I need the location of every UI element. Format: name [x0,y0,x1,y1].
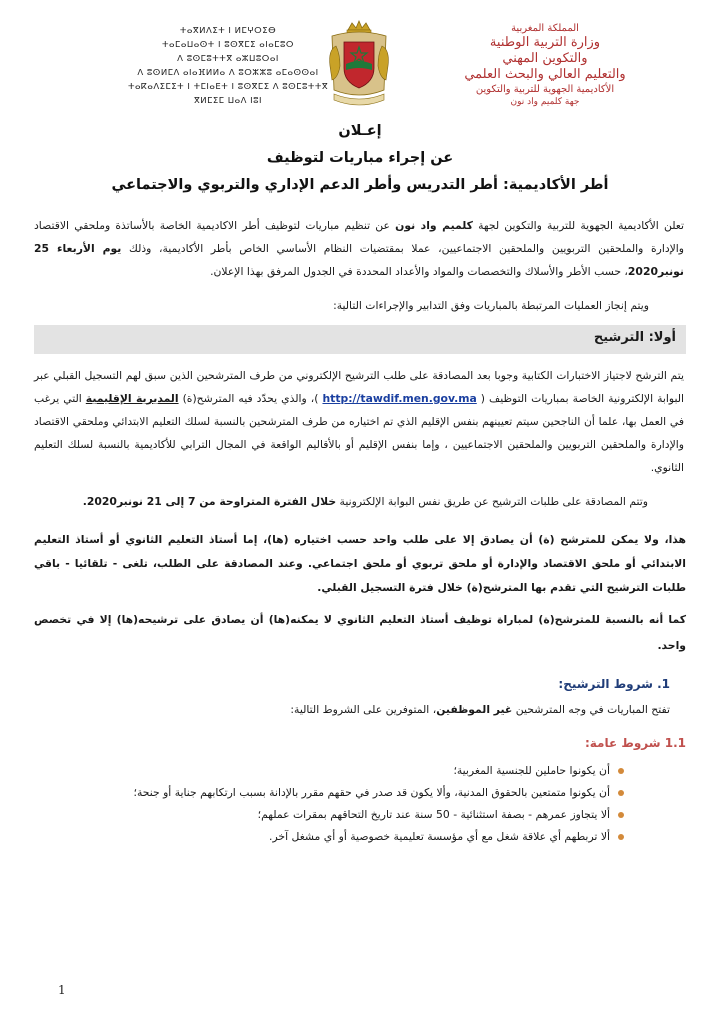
bullet-icon [618,768,624,774]
intro-text: تعلن الأكاديمية الجهوية للتربية والتكوين لجهة [472,219,684,232]
arabic-header-line: وزارة التربية الوطنية [489,35,601,50]
announcement-titles [60,118,660,199]
list-item [100,760,620,782]
paragraph-text: )، والذي يحدّد فيه المترشح(ة) [178,392,323,405]
list-item-text: ألا يتجاوز عمرهم - بصفة استثنائية - 50 سنة عند تاريخ التحاقهم بمقرات عملهم؛ [257,808,610,821]
intro-procedures-line: ويتم إنجاز العمليات المرتبطة بالمباريات وفق التدابير والإجراءات التالية: [333,299,649,312]
arabic-header [420,22,670,108]
list-item-text: أن يكونوا متمتعين بالحقوق المدنية، وألا يكون قد صدر في حقهم مقرر بالإدانة بسبب ارتكابهم جناية أو جنحة؛ [133,786,610,799]
title-line-2: عن إجراء مباريات لتوظيف [266,150,454,166]
conditions-heading: 1. شروط الترشيح: [558,677,670,691]
validation-period-paragraph [34,490,648,513]
intro-text: ، حسب الأطر والأسلاك والتخصصات والمواد والأعداد المحددة في الجدول المرفق بهذا الإعلان. [210,265,628,278]
general-conditions-heading: 1.1 شروط عامة: [584,736,686,750]
bullet-icon [618,834,624,840]
tifinagh-line: ⵜⴰⴳⵍⴷⵉⵜ ⵏ ⵍⵎⵖⵔⵉⴱ [179,26,277,36]
section-title: أولا: الترشيح [593,330,676,345]
paragraph-text: تفتح المباريات في وجه المترشحين [512,703,670,716]
region-name: كلميم واد نون [395,219,473,232]
list-item [100,826,620,848]
arabic-header-line: جهة كلميم واد نون [510,97,580,107]
paragraph-text: وتتم المصادقة على طلبات الترشيح عن طريق نفس البوابة الإلكترونية [336,495,648,508]
tifinagh-line: ⵜⴰⴽⴰⴷⵉⵎⵉⵜ ⵏ ⵜⵎⵏⴰⴹⵜ ⵏ ⵓⵙⴳⵎⵉ ⴷ ⵓⵙⵎⵓⵜⵜⴳ [128,82,329,92]
arabic-header-line: الأكاديمية الجهوية للتربية والتكوين [475,84,615,95]
paragraph-text: يتم الترشح لاجتياز الاختبارات الكتابية وجوبا بعد المصادقة على طلب الترشيح الإلكتروني من طرف المترشحين الذين سبق لهم التسجيل القبلي عبر البوابة الإلكترونية الخاصة بمباريات التوظيف ( [34,369,685,405]
paragraph-text: التي يرغب في العمل بها، علما أن الناجحين سيتم تعيينهم بنفس الإقليم الذي تم اختياره من طرف المترشحين بالنسبة لسلك التعليم الابتدائي وملحقي الاقتصاد والإدارة والملحقين التربويين والملحقين الاجتماعيين ، وإما بنفس الإقليم أو بالأقاليم الواقعة في المجال الترابي للأكاديمية بالنسبة لسلك التعليم الثانوي. [34,392,684,474]
general-conditions-list [100,760,620,848]
page-number: 1 [58,983,66,997]
intro-text: عن تنظيم مباريات لتوظيف أطر الاكاديمية الخاصة بالأساتذة وملحقي الاقتصاد والإدارة والملحقين التربويين والملحقين الاجتماعيين، عملا بمقتضيات النظام الأساسي الخاص بأطر الأكاديمية، وذلك [34,219,684,255]
section-heading-bar [34,325,686,354]
provincial-directorate-text: المديرية الإقليمية [85,392,179,405]
list-item-text: ألا تربطهم أي علاقة شغل مع أي مؤسسة تعليمية خصوصية أو أي مشغل آخر. [269,830,610,843]
non-employees-text: غير الموظفين [436,703,513,716]
secondary-specialty-paragraph: كما أنه بالنسبة للمترشح(ة) لمباراة توظيف أستاذ التعليم الثانوي لا يمكنه(ها) أن يصادق على ترشيحه(ها) إلا في تخصص واحد. [34,613,686,652]
arabic-header-line: المملكة المغربية [511,23,579,34]
moroccan-coat-of-arms-icon [326,20,392,108]
bullet-icon [618,812,624,818]
conditions-intro [60,698,670,721]
list-item [100,782,620,804]
candidacy-paragraph [34,364,684,479]
announcement-date: يوم الأربعاء 25 نونبر2020 [34,242,684,278]
tifinagh-line: ⵜⴰⵎⴰⵡⴰⵙⵜ ⵏ ⵓⵙⴳⵎⵉ ⴰⵏⴰⵎⵓⵔ [162,40,294,50]
tawdif-portal-link[interactable]: http://tawdif.men.gov.ma [322,392,477,405]
single-application-paragraph: هذا، ولا يمكن للمترشح (ة) أن يصادق إلا على طلب واحد حسب اختياره (ها)، إما أستاذ التعليم الثانوي أو أستاذ التعليم الابتدائي أو ملحق الاقتصاد والإدارة أو ملحق تربوي أو ملحق اجتماعي. وعند المصادقة على الطلب، تلغى - تلقائيا - باقي طلبات الترشيح التي تقدم بها المترشح(ة) خلال فترة التسجيل القبلي. [34,533,686,594]
tifinagh-line: ⴷ ⵓⵙⵍⵎⴷ ⴰⵏⴰⴼⵍⵍⴰ ⴷ ⵓⵔⵣⵣⵓ ⴰⵎⴰⵙⵙⴰⵏ [137,68,319,78]
validation-period: خلال الفترة المتراوحة من 7 إلى 21 نونبر2020. [82,495,337,508]
title-line-1: إعـلان [338,123,382,139]
bullet-icon [618,790,624,796]
tifinagh-header [128,24,328,108]
tifinagh-line: ⴷ ⵓⵙⵎⵓⵜⵜⴳ ⴰⵣⵡⵓⵔⴰⵏ [177,54,279,64]
letterhead [0,8,720,116]
arabic-header-line: والتعليم العالي والبحث العلمي [464,67,626,82]
intro-paragraph [34,214,684,283]
arabic-header-line: والتكوين المهني [502,51,588,66]
list-item [100,804,620,826]
paragraph-text: ، المتوفرين على الشروط التالية: [290,703,437,716]
tifinagh-line: ⴳⵍⵎⵉⵎ ⵡⴰⴷ ⵏⵓⵏ [193,96,263,106]
list-item-text: أن يكونوا حاملين للجنسية المغربية؛ [453,764,610,777]
title-line-3: أطر الأكاديمية: أطر التدريس وأطر الدعم الإداري والتربوي والاجتماعي [111,177,609,193]
